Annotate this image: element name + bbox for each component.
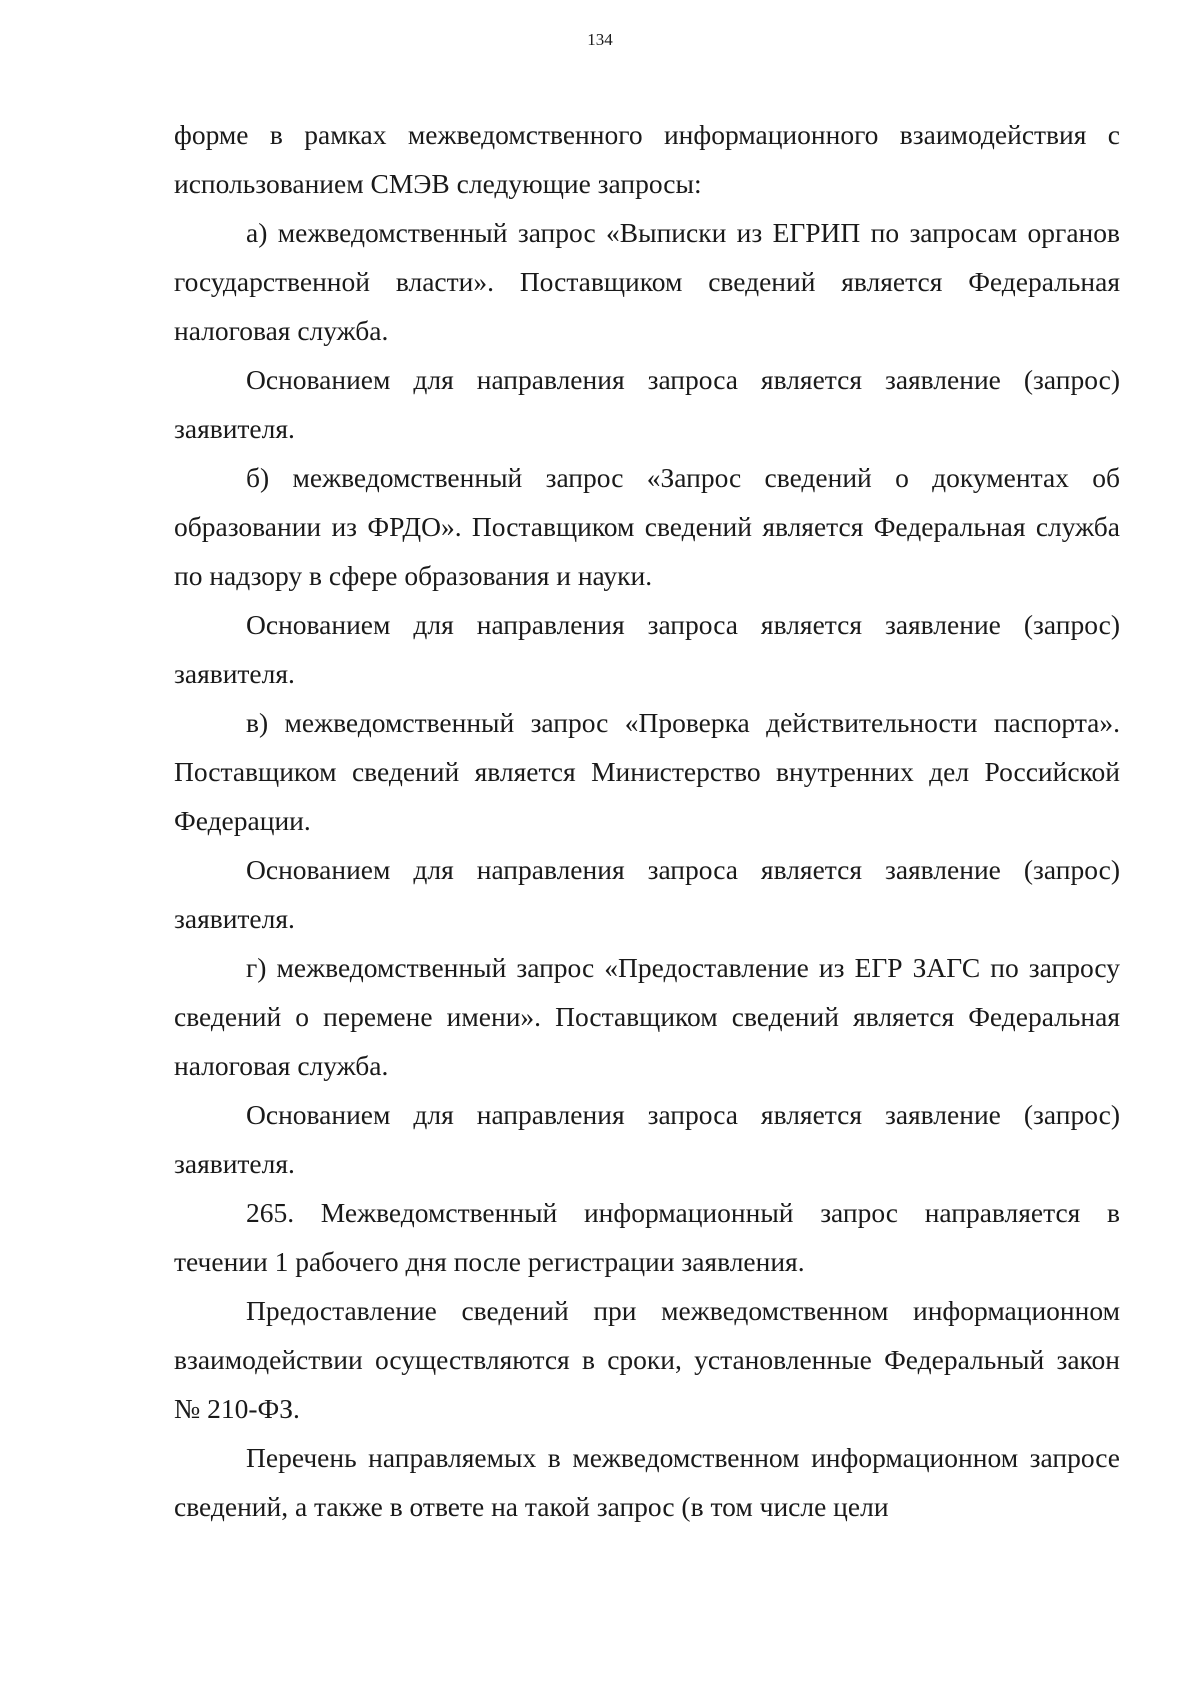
paragraph: Основанием для направления запроса является заявление (запрос) заявителя. <box>174 364 1120 444</box>
document-body <box>174 110 1120 1531</box>
paragraph: Основанием для направления запроса является заявление (запрос) заявителя. <box>174 1099 1120 1179</box>
paragraph: Перечень направляемых в межведомственном информационном запросе сведений, а также в ответе на такой запрос (в том числе цели <box>174 1442 1120 1522</box>
paragraph: Основанием для направления запроса является заявление (запрос) заявителя. <box>174 609 1120 689</box>
paragraph: г) межведомственный запрос «Предоставление из ЕГР ЗАГС по запросу сведений о перемене имени». Поставщиком сведений является Федеральная налоговая служба. <box>174 952 1120 1081</box>
paragraph: Основанием для направления запроса является заявление (запрос) заявителя. <box>174 854 1120 934</box>
paragraph: в) межведомственный запрос «Проверка действительности паспорта». Поставщиком сведений является Министерство внутренних дел Российской Федерации. <box>174 707 1120 836</box>
paragraph: а) межведомственный запрос «Выписки из ЕГРИП по запросам органов государственной власти». Поставщиком сведений является Федеральная налоговая служба. <box>174 217 1120 346</box>
paragraph: форме в рамках межведомственного информационного взаимодействия с использованием СМЭВ следующие запросы: <box>174 119 1120 199</box>
paragraph: б) межведомственный запрос «Запрос сведений о документах об образовании из ФРДО». Поставщиком сведений является Федеральная служба по надзору в сфере образования и науки. <box>174 462 1120 591</box>
page-number: 134 <box>587 30 613 49</box>
paragraph: Предоставление сведений при межведомственном информационном взаимодействии осуществляются в сроки, установленные Федеральный закон № 210-ФЗ. <box>174 1295 1120 1424</box>
paragraph: 265. Межведомственный информационный запрос направляется в течении 1 рабочего дня после регистрации заявления. <box>174 1197 1120 1277</box>
